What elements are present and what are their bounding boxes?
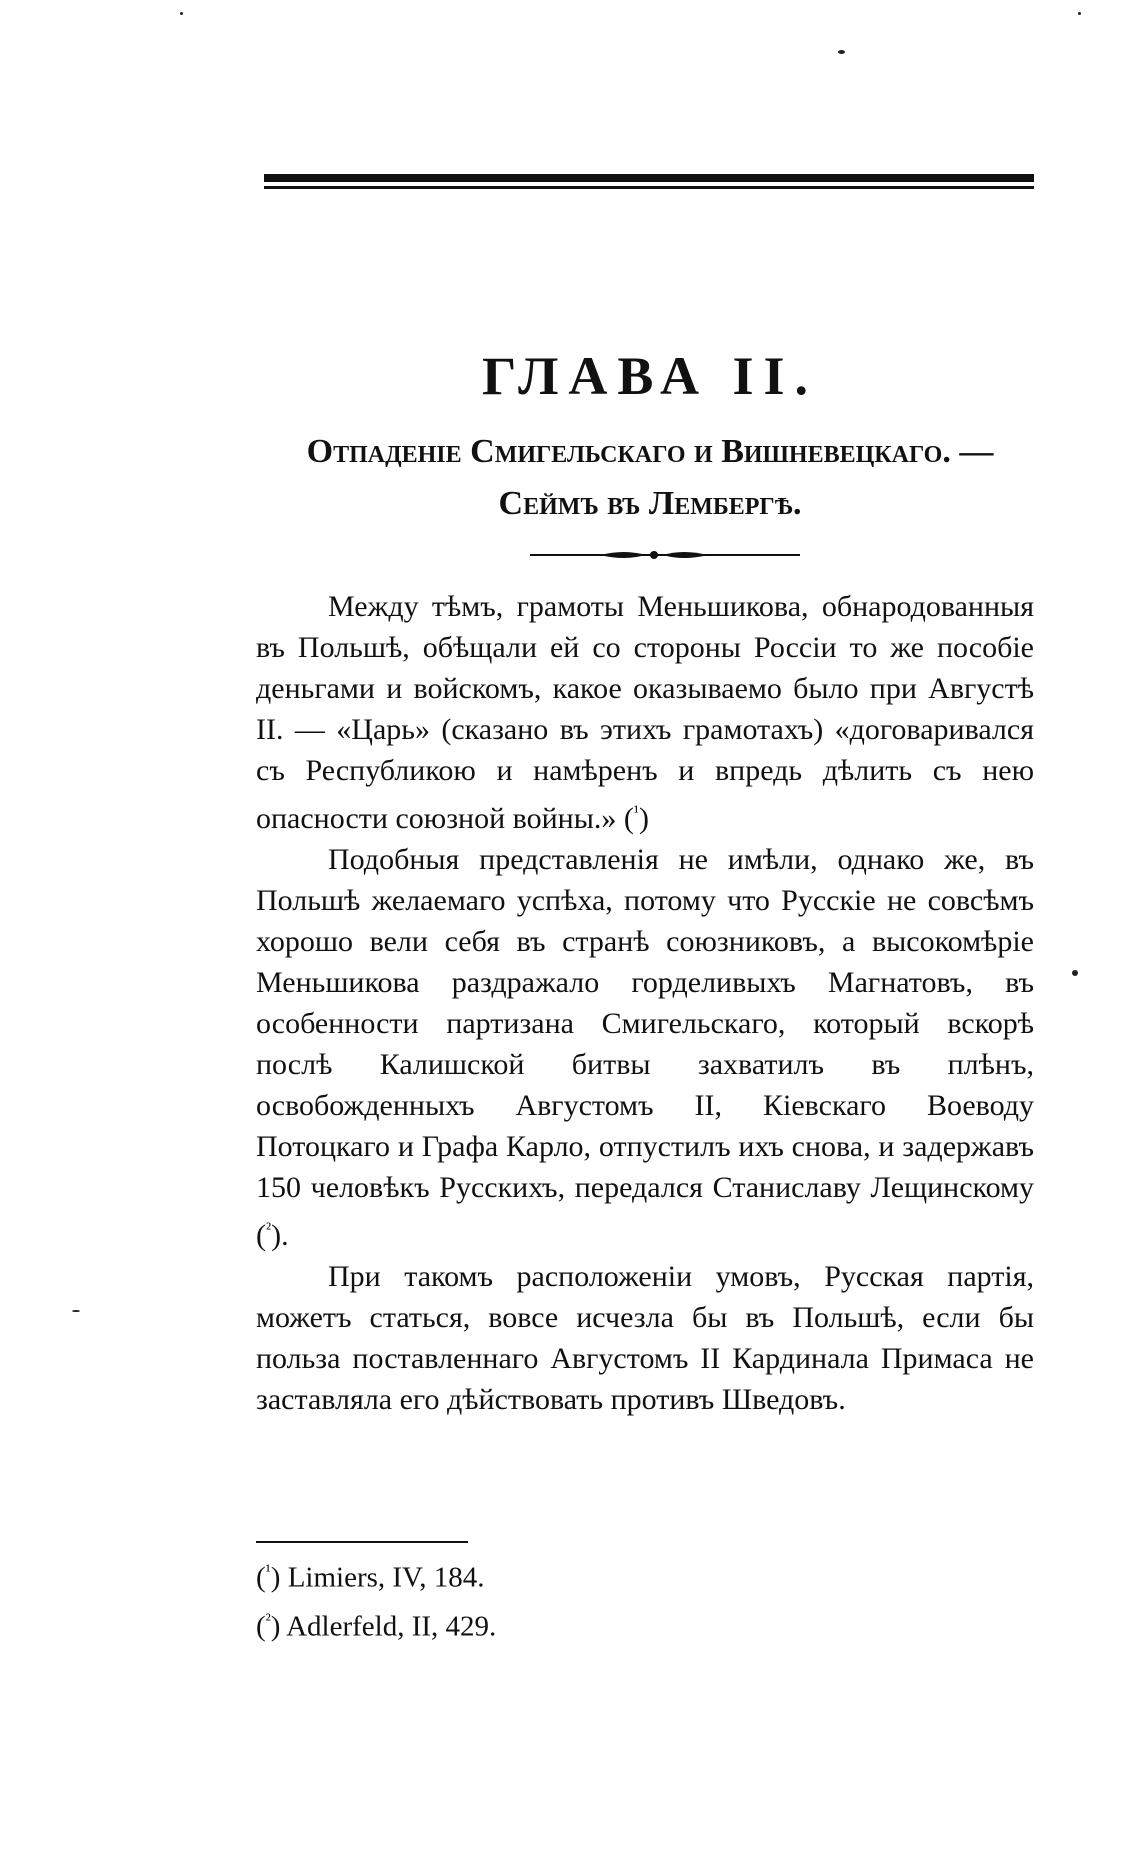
footnote-1-mark: ¹ (265, 1561, 271, 1580)
paragraph-1-text: Между тѣмъ, грамоты Меньшикова, обнародованныя въ Польшѣ, обѣщали ей со стороны Россіи то же пособіе деньгами и войскомъ, какое оказываемо было при Августѣ II. — «Царь» (сказано въ этихъ грамотахъ) «договаривался съ Республикою и намѣренъ и впредь дѣлить съ нею опасности союзной войны.» ( (256, 590, 1034, 835)
paragraph-2-text: Подобныя представленія не имѣли, однако же, въ Польшѣ желаемаго успѣха, потому что Русскіе не совсѣмъ хорошо вели себя въ странѣ союзниковъ, а высокомѣріе Меньшикова раздражало горделивыхъ Магнатовъ, въ особенности партизана Смигельскаго, который вскорѣ послѣ Калишской битвы захватилъ въ плѣнъ, освобожденныхъ Августомъ II, Кіевскаго Воеводу Потоцкаго и Графа Карло, отпустилъ ихъ снова, и задержавъ 150 человѣкъ Русскихъ, передался Станиславу Лещинскому ( (256, 843, 1034, 1252)
scan-speck (1078, 12, 1081, 15)
paragraph-2 (256, 839, 1034, 1256)
footnote-1-text: Limiers, IV, 184. (287, 1561, 485, 1594)
footnote-1 (256, 1550, 496, 1599)
paragraph-1 (256, 586, 1034, 839)
chapter-subtitle-line2: Сеймъ въ Лембергѣ. (498, 485, 802, 522)
scan-speck (180, 12, 183, 15)
footnote-2-text: Adlerfeld, II, 429. (286, 1610, 497, 1643)
footnotes (256, 1550, 496, 1647)
header-rule-thin (264, 186, 1034, 189)
footnote-2 (256, 1599, 496, 1648)
footnote-1-open: ( (256, 1561, 266, 1594)
footnote-1-close: ) (270, 1561, 281, 1594)
scan-speck (838, 50, 845, 54)
paragraph-1-tail: ) (638, 802, 649, 835)
footnote-2-mark: ² (265, 1609, 271, 1629)
body-text (256, 586, 1034, 1420)
footnote-2-open: ( (256, 1610, 266, 1643)
chapter-title: ГЛАВА II. (481, 346, 819, 406)
ornament-divider (530, 548, 800, 562)
chapter-subtitle-line1: Отпаденіе Смигельскаго и Вишневецкаго. — (306, 433, 994, 470)
scan-speck (72, 1310, 80, 1312)
footnote-2-close: ) (270, 1610, 281, 1643)
header-rule-thick (264, 174, 1034, 182)
footnote-rule (256, 1541, 468, 1543)
footnote-ref-2: ² (266, 1219, 272, 1238)
scan-speck (1072, 970, 1078, 976)
footnote-ref-1: ¹ (633, 802, 639, 821)
paragraph-3: При такомъ расположеніи умовъ, Русская партія, можетъ статься, вовсе исчезла бы въ Польшѣ, если бы польза поставленнаго Августомъ II Кардинала Примаса не заставляла его дѣйствовать противъ Шведовъ. (256, 1260, 1034, 1416)
paragraph-2-tail: ). (271, 1219, 289, 1252)
